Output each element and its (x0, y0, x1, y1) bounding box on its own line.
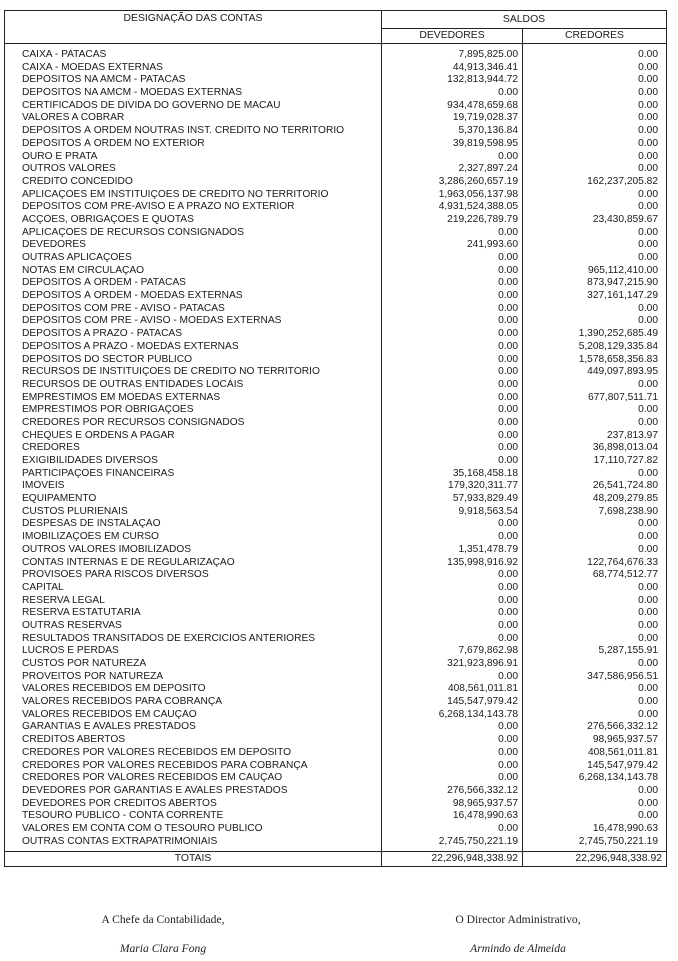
account-name: PARTICIPAÇÕES FINANCEIRAS (5, 468, 382, 481)
debit-balance: 0.00 (382, 392, 523, 405)
account-name: CREDORES POR VALORES RECEBIDOS EM DEPÓSITO (5, 747, 382, 760)
table-row (5, 74, 667, 87)
debit-balance: 2,745,750,221.19 (382, 836, 523, 852)
table-row (5, 404, 667, 417)
credit-balance: 162,237,205.82 (523, 176, 667, 189)
table-row (5, 798, 667, 811)
debit-balance: 0.00 (382, 277, 523, 290)
table-row (5, 354, 667, 367)
debit-balance: 0.00 (382, 747, 523, 760)
table-row (5, 506, 667, 519)
table-row (5, 62, 667, 75)
credit-balance: 0.00 (523, 595, 667, 608)
totals-credit: 22,296,948,338.92 (523, 852, 667, 867)
table-header (5, 11, 667, 44)
account-name: RESULTADOS TRANSITADOS DE EXERCÍCIOS ANTERIORES (5, 633, 382, 646)
account-name: APLICAÇÕES EM INSTITUIÇÕES DE CRÉDITO NO TERRITÓRIO (5, 189, 382, 202)
credit-balance: 0.00 (523, 239, 667, 252)
debit-balance: 57,933,829.49 (382, 493, 523, 506)
account-name: OUTRAS RESERVAS (5, 620, 382, 633)
account-name: DEPÓSITOS À ORDEM - MOEDAS EXTERNAS (5, 290, 382, 303)
debit-balance: 321,923,896.91 (382, 658, 523, 671)
debit-balance: 145,547,979.42 (382, 696, 523, 709)
debit-balance: 0.00 (382, 430, 523, 443)
debit-balance: 0.00 (382, 569, 523, 582)
table-row (5, 607, 667, 620)
credit-balance: 0.00 (523, 468, 667, 481)
debit-balance: 408,561,011.81 (382, 683, 523, 696)
credit-balance: 2,745,750,221.19 (523, 836, 667, 852)
credit-balance: 0.00 (523, 531, 667, 544)
credit-balance: 0.00 (523, 709, 667, 722)
account-name: CRÉDITO CONCEDIDO (5, 176, 382, 189)
credit-balance: 347,586,956.51 (523, 671, 667, 684)
debit-balance: 241,993.60 (382, 239, 523, 252)
table-row (5, 112, 667, 125)
credit-balance: 0.00 (523, 683, 667, 696)
table-row (5, 176, 667, 189)
table-row (5, 87, 667, 100)
account-name: DEPÓSITOS DO SECTOR PÚBLICO (5, 354, 382, 367)
table-row (5, 544, 667, 557)
debit-balance: 3,286,260,657.19 (382, 176, 523, 189)
signatory-name: Armindo de Almeida (470, 942, 566, 955)
debit-balance: 0.00 (382, 404, 523, 417)
table-row (5, 252, 667, 265)
debit-balance: 0.00 (382, 595, 523, 608)
credit-balance: 1,390,252,685.49 (523, 328, 667, 341)
table-row (5, 671, 667, 684)
account-name: LUCROS E PERDAS (5, 645, 382, 658)
table-row (5, 823, 667, 836)
account-name: RESERVA ESTATUTÁRIA (5, 607, 382, 620)
table-row (5, 620, 667, 633)
credit-balance: 0.00 (523, 100, 667, 113)
table-row (5, 189, 667, 202)
account-name: CAPITAL (5, 582, 382, 595)
debit-balance: 0.00 (382, 417, 523, 430)
debit-balance: 276,566,332.12 (382, 785, 523, 798)
account-name: TESOURO PÚBLICO - CONTA CORRENTE (5, 810, 382, 823)
debit-balance: 98,965,937.57 (382, 798, 523, 811)
table-row (5, 569, 667, 582)
account-name: DEPÓSITOS COM PRÉ - AVISO - MOEDAS EXTERNAS (5, 315, 382, 328)
account-name: DEPÓSITOS À ORDEM NO EXTERIOR (5, 138, 382, 151)
account-name: GARANTIAS E AVALES PRESTADOS (5, 721, 382, 734)
table-row (5, 493, 667, 506)
table-row (5, 138, 667, 151)
account-name: CUSTOS POR NATUREZA (5, 658, 382, 671)
account-name: VALORES EM CONTA COM O TESOURO PÚBLICO (5, 823, 382, 836)
table-row (5, 328, 667, 341)
debit-balance: 0.00 (382, 823, 523, 836)
balance-sheet (4, 10, 666, 867)
debit-balance: 0.00 (382, 721, 523, 734)
account-name: EMPRÉSTIMOS EM MOEDAS EXTERNAS (5, 392, 382, 405)
table-row (5, 417, 667, 430)
debit-balance: 934,478,659.68 (382, 100, 523, 113)
table-row (5, 645, 667, 658)
table-row (5, 734, 667, 747)
account-name: VALORES A COBRAR (5, 112, 382, 125)
table-row (5, 747, 667, 760)
debit-balance: 1,963,056,137.98 (382, 189, 523, 202)
table-row (5, 239, 667, 252)
table-row (5, 658, 667, 671)
table-row (5, 379, 667, 392)
account-name: DEPÓSITOS COM PRÉ-AVISO E A PRAZO NO EXTERIOR (5, 201, 382, 214)
account-name: EQUIPAMENTO (5, 493, 382, 506)
credit-balance: 98,965,937.57 (523, 734, 667, 747)
credit-balance: 0.00 (523, 379, 667, 392)
table-row (5, 518, 667, 531)
debit-balance: 0.00 (382, 734, 523, 747)
table-row (5, 290, 667, 303)
signatory-name: Maria Clara Fong (119, 942, 207, 955)
credit-balance: 0.00 (523, 518, 667, 531)
credit-balance: 1,578,658,356.83 (523, 354, 667, 367)
header-account-designation: DESIGNAÇÃO DAS CONTAS (5, 11, 382, 44)
table-row (5, 163, 667, 176)
totals-debit: 22,296,948,338.92 (382, 852, 523, 867)
debit-balance: 135,998,916.92 (382, 557, 523, 570)
debit-balance: 0.00 (382, 290, 523, 303)
debit-balance: 2,327,897.24 (382, 163, 523, 176)
credit-balance: 0.00 (523, 315, 667, 328)
account-name: DEPÓSITOS A PRAZO - MOEDAS EXTERNAS (5, 341, 382, 354)
signature-accounting-head (88, 912, 238, 955)
account-name: OUTROS VALORES IMOBILIZADOS (5, 544, 382, 557)
header-credit: CREDORES (523, 28, 667, 43)
table-row (5, 341, 667, 354)
debit-balance: 5,370,136.84 (382, 125, 523, 138)
trial-balance-table (4, 10, 667, 867)
credit-balance: 122,764,676.33 (523, 557, 667, 570)
table-body (5, 44, 667, 852)
table-row (5, 595, 667, 608)
credit-balance: 0.00 (523, 633, 667, 646)
table-row (5, 455, 667, 468)
debit-balance: 179,320,311.77 (382, 480, 523, 493)
account-name: OUTRAS APLICAÇÕES (5, 252, 382, 265)
credit-balance: 677,807,511.71 (523, 392, 667, 405)
debit-balance: 0.00 (382, 772, 523, 785)
credit-balance: 0.00 (523, 544, 667, 557)
credit-balance: 0.00 (523, 785, 667, 798)
debit-balance: 19,719,028.37 (382, 112, 523, 125)
credit-balance: 48,209,279.85 (523, 493, 667, 506)
credit-balance: 16,478,990.63 (523, 823, 667, 836)
table-row (5, 836, 667, 852)
credit-balance: 0.00 (523, 44, 667, 62)
totals-row (5, 852, 667, 867)
table-totals (5, 852, 667, 867)
credit-balance: 0.00 (523, 112, 667, 125)
account-name: CREDORES POR RECURSOS CONSIGNADOS (5, 417, 382, 430)
credit-balance: 7,698,238.90 (523, 506, 667, 519)
debit-balance: 219,226,789.79 (382, 214, 523, 227)
credit-balance: 0.00 (523, 620, 667, 633)
debit-balance: 0.00 (382, 366, 523, 379)
account-name: CREDORES POR VALORES RECEBIDOS PARA COBRANÇA (5, 760, 382, 773)
debit-balance: 9,918,563.54 (382, 506, 523, 519)
credit-balance: 0.00 (523, 189, 667, 202)
credit-balance: 0.00 (523, 582, 667, 595)
credit-balance: 68,774,512.77 (523, 569, 667, 582)
credit-balance: 327,161,147.29 (523, 290, 667, 303)
credit-balance: 0.00 (523, 87, 667, 100)
debit-balance: 0.00 (382, 227, 523, 240)
debit-balance: 0.00 (382, 354, 523, 367)
credit-balance: 0.00 (523, 138, 667, 151)
signature-administrative-director (443, 912, 593, 955)
header-debit: DEVEDORES (382, 28, 523, 43)
debit-balance: 0.00 (382, 252, 523, 265)
debit-balance: 0.00 (382, 518, 523, 531)
debit-balance: 0.00 (382, 303, 523, 316)
account-name: PROVEITOS POR NATUREZA (5, 671, 382, 684)
table-row (5, 201, 667, 214)
account-name: DESPESAS DE INSTALAÇÃO (5, 518, 382, 531)
account-name: CREDORES (5, 442, 382, 455)
signatory-role: A Chefe da Contabilidade, (101, 913, 225, 926)
credit-balance: 5,208,129,335.84 (523, 341, 667, 354)
signatory-role: O Director Administrativo, (455, 913, 581, 926)
table-row (5, 468, 667, 481)
account-name: DEPÓSITOS COM PRÉ - AVISO - PATACAS (5, 303, 382, 316)
debit-balance: 6,268,134,143.78 (382, 709, 523, 722)
totals-label: TOTAIS (5, 852, 382, 867)
account-name: DEPÓSITOS À ORDEM - PATACAS (5, 277, 382, 290)
credit-balance: 36,898,013.04 (523, 442, 667, 455)
account-name: IMÓVEIS (5, 480, 382, 493)
header-balances: SALDOS (382, 11, 667, 29)
credit-balance: 145,547,979.42 (523, 760, 667, 773)
debit-balance: 0.00 (382, 455, 523, 468)
account-name: EXIGIBILIDADES DIVERSOS (5, 455, 382, 468)
table-row (5, 785, 667, 798)
credit-balance: 965,112,410.00 (523, 265, 667, 278)
table-row (5, 430, 667, 443)
credit-balance: 26,541,724.80 (523, 480, 667, 493)
credit-balance: 408,561,011.81 (523, 747, 667, 760)
table-row (5, 557, 667, 570)
credit-balance: 0.00 (523, 404, 667, 417)
table-row (5, 303, 667, 316)
account-name: OUTROS VALORES (5, 163, 382, 176)
credit-balance: 0.00 (523, 201, 667, 214)
account-name: CUSTOS PLURIENAIS (5, 506, 382, 519)
account-name: CAIXA - PATACAS (5, 44, 382, 62)
credit-balance: 0.00 (523, 151, 667, 164)
account-name: CHEQUES E ORDENS A PAGAR (5, 430, 382, 443)
credit-balance: 0.00 (523, 303, 667, 316)
account-name: OUTRAS CONTAS EXTRAPATRIMONIAIS (5, 836, 382, 852)
credit-balance: 0.00 (523, 252, 667, 265)
table-row (5, 696, 667, 709)
account-name: VALORES RECEBIDOS EM CAUÇÃO (5, 709, 382, 722)
credit-balance: 0.00 (523, 658, 667, 671)
account-name: EMPRÉSTIMOS POR OBRIGAÇÕES (5, 404, 382, 417)
table-row (5, 709, 667, 722)
account-name: NOTAS EM CIRCULAÇÃO (5, 265, 382, 278)
account-name: DEVEDORES (5, 239, 382, 252)
table-row (5, 125, 667, 138)
account-name: DEPÓSITOS À ORDEM NOUTRAS INST. CRÉDITO NO TERRITÓRIO (5, 125, 382, 138)
account-name: ACÇÕES, OBRIGAÇÕES E QUOTAS (5, 214, 382, 227)
credit-balance: 276,566,332.12 (523, 721, 667, 734)
table-row (5, 227, 667, 240)
account-name: CRÉDITOS ABERTOS (5, 734, 382, 747)
table-row (5, 366, 667, 379)
credit-balance: 449,097,893.95 (523, 366, 667, 379)
debit-balance: 132,813,944.72 (382, 74, 523, 87)
account-name: VALORES RECEBIDOS PARA COBRANÇA (5, 696, 382, 709)
credit-balance: 6,268,134,143.78 (523, 772, 667, 785)
credit-balance: 0.00 (523, 607, 667, 620)
table-row (5, 442, 667, 455)
debit-balance: 7,679,862.98 (382, 645, 523, 658)
credit-balance: 17,110,727.82 (523, 455, 667, 468)
table-row (5, 277, 667, 290)
table-row (5, 582, 667, 595)
credit-balance: 0.00 (523, 696, 667, 709)
debit-balance: 35,168,458.18 (382, 468, 523, 481)
account-name: IMOBILIZAÇÕES EM CURSO (5, 531, 382, 544)
debit-balance: 0.00 (382, 620, 523, 633)
debit-balance: 0.00 (382, 633, 523, 646)
debit-balance: 0.00 (382, 341, 523, 354)
debit-balance: 0.00 (382, 328, 523, 341)
debit-balance: 0.00 (382, 671, 523, 684)
table-row (5, 633, 667, 646)
table-row (5, 315, 667, 328)
table-row (5, 721, 667, 734)
debit-balance: 0.00 (382, 87, 523, 100)
debit-balance: 0.00 (382, 607, 523, 620)
debit-balance: 7,895,825.00 (382, 44, 523, 62)
debit-balance: 16,478,990.63 (382, 810, 523, 823)
debit-balance: 0.00 (382, 760, 523, 773)
debit-balance: 44,913,346.41 (382, 62, 523, 75)
credit-balance: 0.00 (523, 798, 667, 811)
debit-balance: 0.00 (382, 151, 523, 164)
credit-balance: 0.00 (523, 125, 667, 138)
debit-balance: 1,351,478.79 (382, 544, 523, 557)
account-name: RECURSOS DE INSTITUIÇÕES DE CRÉDITO NO TERRITÓRIO (5, 366, 382, 379)
credit-balance: 5,287,155.91 (523, 645, 667, 658)
table-row (5, 151, 667, 164)
debit-balance: 0.00 (382, 315, 523, 328)
account-name: VALORES RECEBIDOS EM DEPÓSITO (5, 683, 382, 696)
account-name: DEVEDORES POR GARANTIAS E AVALES PRESTADOS (5, 785, 382, 798)
account-name: CAIXA - MOEDAS EXTERNAS (5, 62, 382, 75)
credit-balance: 237,813.97 (523, 430, 667, 443)
debit-balance: 0.00 (382, 582, 523, 595)
account-name: APLICAÇÕES DE RECURSOS CONSIGNADOS (5, 227, 382, 240)
account-name: PROVISÕES PARA RISCOS DIVERSOS (5, 569, 382, 582)
credit-balance: 0.00 (523, 810, 667, 823)
credit-balance: 0.00 (523, 163, 667, 176)
table-row (5, 392, 667, 405)
credit-balance: 0.00 (523, 227, 667, 240)
account-name: DEPÓSITOS A PRAZO - PATACAS (5, 328, 382, 341)
credit-balance: 0.00 (523, 62, 667, 75)
debit-balance: 0.00 (382, 531, 523, 544)
credit-balance: 0.00 (523, 74, 667, 87)
account-name: CONTAS INTERNAS E DE REGULARIZAÇÃO (5, 557, 382, 570)
table-row (5, 531, 667, 544)
table-row (5, 760, 667, 773)
table-row (5, 44, 667, 62)
table-row (5, 480, 667, 493)
account-name: RESERVA LEGAL (5, 595, 382, 608)
account-name: DEPÓSITOS NA AMCM - MOEDAS EXTERNAS (5, 87, 382, 100)
account-name: CERTIFICADOS DE DÍVIDA DO GOVERNO DE MACAU (5, 100, 382, 113)
credit-balance: 23,430,859.67 (523, 214, 667, 227)
credit-balance: 0.00 (523, 417, 667, 430)
table-row (5, 214, 667, 227)
debit-balance: 4,931,524,388.05 (382, 201, 523, 214)
account-name: CREDORES POR VALORES RECEBIDOS EM CAUÇÃO (5, 772, 382, 785)
account-name: DEPÓSITOS NA AMCM - PATACAS (5, 74, 382, 87)
debit-balance: 0.00 (382, 265, 523, 278)
table-row (5, 100, 667, 113)
table-row (5, 265, 667, 278)
debit-balance: 39,819,598.95 (382, 138, 523, 151)
account-name: DEVEDORES POR CRÉDITOS ABERTOS (5, 798, 382, 811)
table-row (5, 683, 667, 696)
table-row (5, 810, 667, 823)
debit-balance: 0.00 (382, 442, 523, 455)
account-name: RECURSOS DE OUTRAS ENTIDADES LOCAIS (5, 379, 382, 392)
debit-balance: 0.00 (382, 379, 523, 392)
account-name: OURO E PRATA (5, 151, 382, 164)
table-row (5, 772, 667, 785)
credit-balance: 873,947,215.90 (523, 277, 667, 290)
